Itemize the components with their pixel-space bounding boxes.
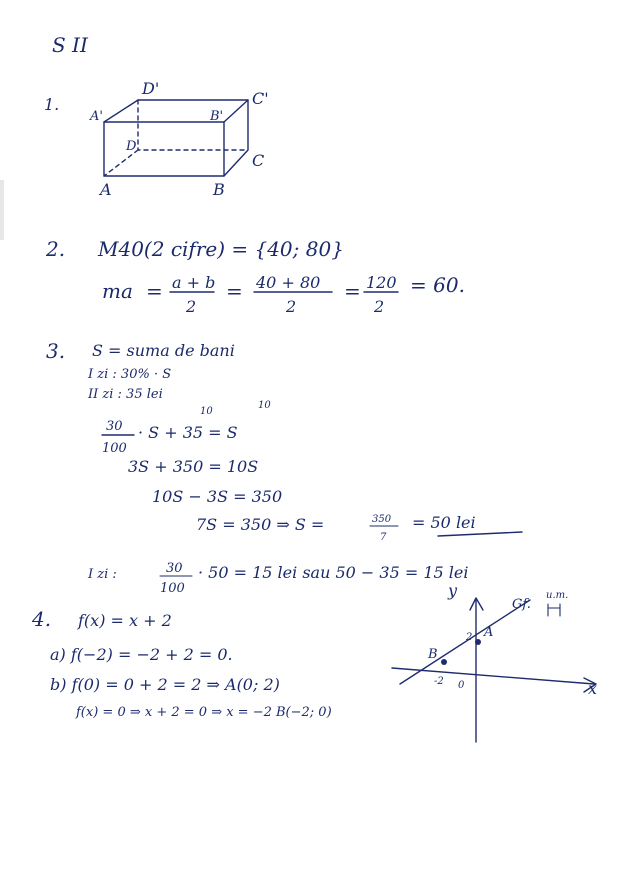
eq4-frac-denominator: 7 <box>380 532 387 543</box>
vertex-C: C <box>252 151 265 170</box>
tick-2-label: 2 <box>466 632 473 643</box>
vertex-D: D <box>126 139 137 154</box>
frac1-numerator: a + b <box>172 273 216 292</box>
point-A <box>475 639 481 645</box>
cuboid-figure <box>104 100 248 176</box>
frac2-numerator: 40 + 80 <box>256 273 321 292</box>
page-title: S II <box>52 33 88 57</box>
check-rest: · 50 = 15 lei sau 50 − 35 = 15 lei <box>198 563 469 582</box>
eq4: 7S = 350 ⇒ S = <box>196 515 325 534</box>
frac1-denominator: 2 <box>186 297 197 316</box>
vertex-A: A <box>100 180 112 199</box>
graph-gf-label: Gf. <box>512 597 531 612</box>
eq1-multiplier-left: 10 <box>200 406 213 417</box>
y-axis-label: y <box>448 581 458 600</box>
vertex-C-prime: C' <box>252 89 269 108</box>
problem-3-number: 3. <box>46 339 66 363</box>
point-A-label: A <box>484 625 494 640</box>
problem-1-number: 1. <box>44 95 60 114</box>
function-graph <box>392 598 596 742</box>
eq1-frac-denominator: 100 <box>102 441 127 456</box>
eq1-rest: · S + 35 = S <box>138 423 238 442</box>
check-label: I zi : <box>88 567 117 582</box>
cuboid-hidden-edges <box>138 100 248 150</box>
problem-4-part-a: a) f(−2) = −2 + 2 = 0. <box>50 645 233 664</box>
problem-4-part-b: b) f(0) = 0 + 2 = 2 ⇒ A(0; 2) <box>50 675 280 694</box>
problem-2-number: 2. <box>46 237 66 261</box>
equals-sign: = <box>344 279 361 303</box>
frac2-denominator: 2 <box>286 297 297 316</box>
check-frac-numerator: 30 <box>166 561 183 576</box>
problem-3-definition: S = suma de bani <box>92 341 235 360</box>
frac3-numerator: 120 <box>366 273 397 292</box>
result-underline <box>438 532 522 536</box>
point-B <box>441 659 447 665</box>
eq1-frac-numerator: 30 <box>106 419 123 434</box>
problem-3-day1: I zi : 30% · S <box>88 367 172 382</box>
problem-2-result: = 60. <box>410 273 465 297</box>
vertex-B-prime: B' <box>210 109 224 124</box>
vertex-A-prime: A' <box>90 109 103 124</box>
problem-2-set: M40(2 cifre) = {40; 80} <box>98 237 344 261</box>
graph-line <box>400 600 530 684</box>
vertex-B: B <box>213 180 225 199</box>
check-frac-denominator: 100 <box>160 581 185 596</box>
eq4-frac-numerator: 350 <box>372 514 392 525</box>
eq3: 10S − 3S = 350 <box>152 487 283 506</box>
problem-4-function: f(x) = x + 2 <box>78 611 172 630</box>
eq4-result: = 50 lei <box>412 513 476 532</box>
vertex-D-prime: D' <box>142 79 160 98</box>
equals-sign: = <box>226 279 243 303</box>
cuboid-front-face <box>104 122 224 176</box>
tick-neg2-label: -2 <box>434 676 444 687</box>
problem-3-day2: II zi : 35 lei <box>88 387 163 402</box>
x-axis-label: x <box>588 679 598 698</box>
problem-4-part-b2: f(x) = 0 ⇒ x + 2 = 0 ⇒ x = −2 B(−2; 0) <box>76 705 332 720</box>
origin-label: 0 <box>458 680 465 691</box>
unit-marker <box>548 604 560 616</box>
point-B-label: B <box>428 647 438 662</box>
problem-4-number: 4. <box>32 607 52 631</box>
equals-sign: = <box>146 279 163 303</box>
unit-label: u.m. <box>546 590 569 601</box>
problem-2-ma: ma <box>102 279 133 303</box>
frac3-denominator: 2 <box>374 297 385 316</box>
eq2: 3S + 350 = 10S <box>128 457 259 476</box>
eq1-multiplier-right: 10 <box>258 400 271 411</box>
cuboid-top-face <box>104 100 248 122</box>
